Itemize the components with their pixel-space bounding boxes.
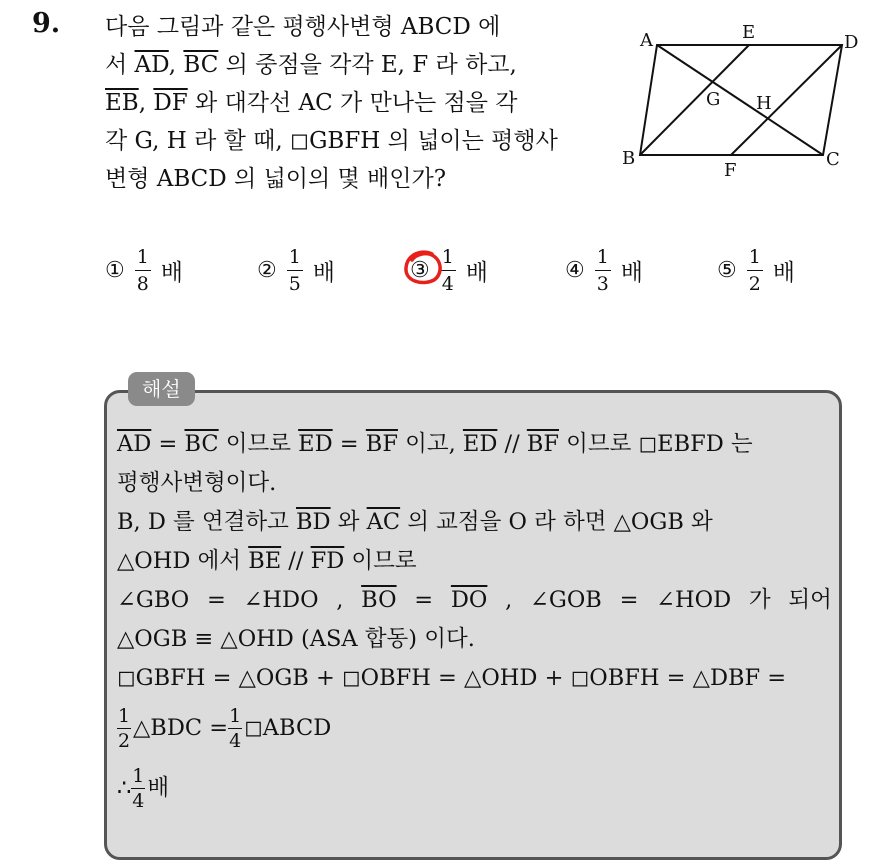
solution-line-6: △OGB ≡ △OHD (ASA 합동) 이다. (117, 626, 475, 652)
label-b: B (622, 148, 636, 169)
label-e: E (742, 22, 756, 43)
segment-eb-line (640, 45, 749, 155)
label-f: F (724, 160, 737, 181)
label-a: A (640, 30, 653, 51)
answer-circle-mark (402, 248, 446, 288)
segment-eb: $\overline{EB}$ (105, 90, 139, 116)
solution-text (117, 425, 832, 818)
choice-4[interactable]: ④ $\frac{1}{3}$ 배 (565, 245, 643, 295)
label-g: G (706, 89, 721, 110)
solution-line-5: ∠GBO = ∠HDO , $\overline{BO}$ = $\overline{DO}$ , ∠GOB = ∠HOD 가 되어 (117, 587, 832, 613)
solution-tag: 해설 (128, 372, 195, 406)
answer-choices (105, 240, 865, 310)
question-line-3: $\overline{EB}$, $\overline{DF}$ 와 대각선 AC 가 만나는 점을 각 (105, 90, 518, 116)
question-text (105, 8, 610, 198)
parallelogram-figure (620, 18, 860, 188)
solution-line-4: △OHD 에서 $\overline{BE} // \overline{FD}$ 이므로 (117, 548, 417, 574)
diagonal-ac (657, 45, 823, 155)
solution-line-2: 평행사변형이다. (117, 470, 277, 496)
question-number: 9. (32, 8, 61, 39)
question-line-5: 변형 ABCD 의 넓이의 몇 배인가? (105, 166, 447, 192)
solution-line-1: $\overline{AD} = \overline{BC}$ 이므로 $\overline{ED} = \overline{BF}$ 이고, $\overline{ED} // \overline{BF}$ 이므로 ◻EBFD 는 (117, 431, 753, 457)
segment-bc: $\overline{BC}$ (183, 52, 219, 78)
choice-3[interactable]: ③ $\frac{1}{4}$ 배 (410, 245, 488, 295)
solution-line-9: ∴ 1 4 배 (117, 764, 170, 812)
segment-df: $\overline{DF}$ (153, 90, 188, 116)
label-c: C (826, 149, 840, 170)
question-line-1: 다음 그림과 같은 평행사변형 ABCD 에 (105, 14, 501, 40)
segment-ad: $\overline{AD}$ (134, 52, 169, 78)
label-h: H (756, 93, 772, 114)
choice-2[interactable]: ② $\frac{1}{5}$ 배 (257, 245, 335, 295)
question-line-2: 서 $\overline{AD}$, $\overline{BC}$ 의 중점을 각각 E, F 라 하고, (105, 52, 517, 78)
solution-line-3: B, D 를 연결하고 $\overline{BD}$ 와 $\overline{AC}$ 의 교점을 O 라 하면 △OGB 와 (117, 509, 713, 535)
question-line-4: 각 G, H 라 할 때, ◻GBFH 의 넓이는 평행사 (105, 128, 558, 154)
choice-5[interactable]: ⑤ $\frac{1}{2}$ 배 (717, 245, 795, 295)
choice-1[interactable]: ① $\frac{1}{8}$ 배 (105, 245, 183, 295)
solution-line-7: ◻GBFH = △OGB + ◻OBFH = △OHD + ◻OBFH = △DBF = (117, 665, 787, 691)
label-d: D (844, 32, 859, 53)
solution-line-8: 1 2 △BDC = 1 4 ◻ABCD (117, 704, 332, 752)
